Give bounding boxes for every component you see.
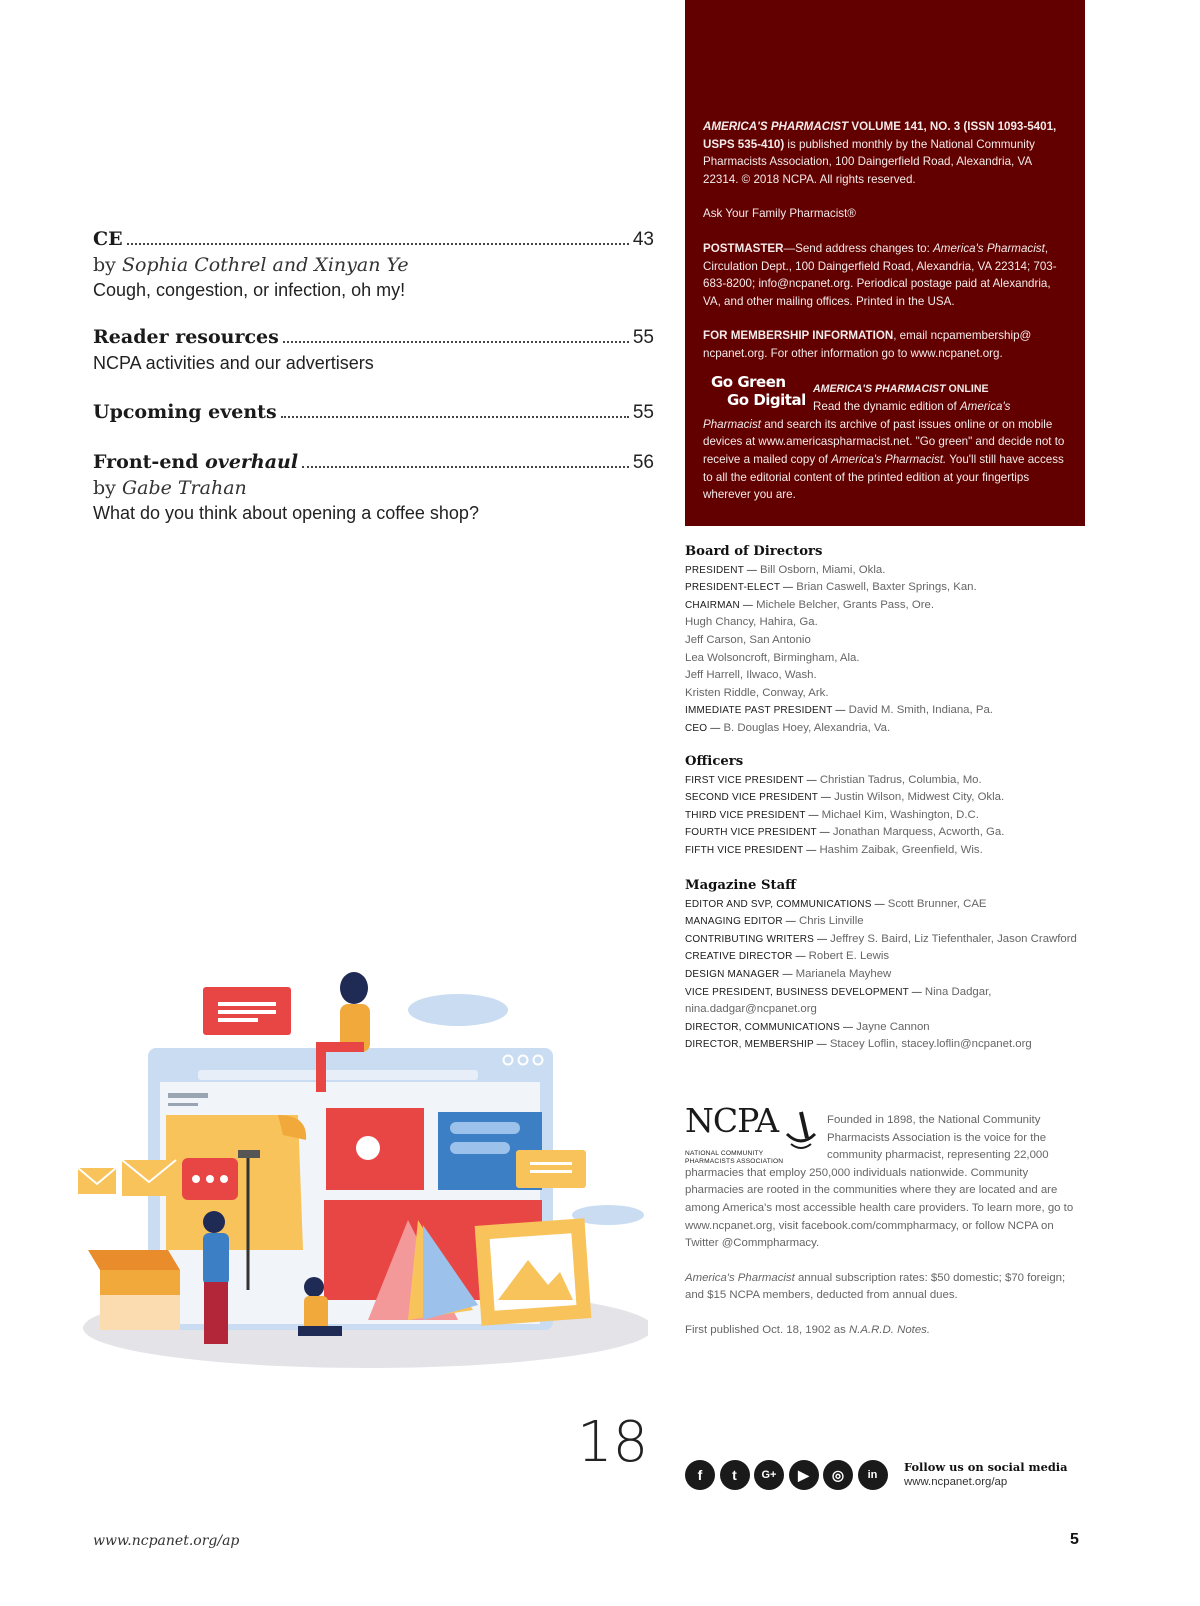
facebook-icon[interactable]: f	[685, 1460, 715, 1490]
toc-line[interactable]	[93, 228, 654, 251]
masthead-name: Christian Tadrus, Columbia, Mo.	[819, 773, 982, 786]
masthead-role: THIRD VICE PRESIDENT	[685, 809, 806, 821]
masthead-name: Michael Kim, Washington, D.C.	[821, 808, 979, 821]
toc-leader-dots	[302, 466, 629, 468]
masthead-row: CREATIVE DIRECTOR — Robert E. Lewis	[685, 950, 890, 963]
toc-author: by Gabe Trahan	[93, 477, 247, 499]
toc-leader-dots	[127, 243, 629, 245]
toc-line[interactable]	[93, 401, 654, 424]
masthead-row	[685, 632, 1085, 650]
masthead-name: Jeff Carson, San Antonio	[685, 633, 811, 646]
masthead-row: IMMEDIATE PAST PRESIDENT — David M. Smith, Indiana, Pa.	[685, 704, 993, 717]
masthead-name: Brian Caswell, Baxter Springs, Kan.	[796, 581, 977, 594]
toc-description: Cough, congestion, or infection, oh my!	[93, 280, 406, 300]
toc-author: by Sophia Cothrel and Xinyan Ye	[93, 254, 409, 276]
toc-leader-dots	[281, 416, 629, 418]
magazine-staff	[685, 877, 1085, 1054]
masthead-row	[685, 685, 1085, 703]
masthead-row: PRESIDENT — Bill Osborn, Miami, Okla.	[685, 563, 886, 576]
masthead-name: Jeffrey S. Baird, Liz Tiefenthaler, Jason Crawford	[830, 932, 1077, 945]
masthead-row: DIRECTOR, MEMBERSHIP — Stacey Loflin, stacey.loflin@ncpanet.org	[685, 1038, 1032, 1051]
youtube-icon[interactable]: ▶	[789, 1460, 819, 1490]
masthead-row: DIRECTOR, COMMUNICATIONS — Jayne Cannon	[685, 1020, 930, 1033]
masthead-name: Stacey Loflin, stacey.loflin@ncpanet.org	[829, 1038, 1032, 1051]
masthead-name: Marianela Mayhew	[795, 967, 892, 980]
masthead-row: VICE PRESIDENT, BUSINESS DEVELOPMENT — Nina Dadgar, nina.dadgar@ncpanet.org	[685, 985, 992, 1016]
masthead-name: Chris Linville	[799, 915, 864, 928]
masthead-name: Kristen Riddle, Conway, Ark.	[685, 686, 829, 699]
masthead-row	[685, 650, 1085, 668]
masthead-role: DESIGN MANAGER	[685, 968, 780, 980]
section-heading: Officers	[685, 754, 744, 769]
masthead-name: Jeff Harrell, Ilwaco, Wash.	[685, 669, 817, 682]
masthead-role: CHAIRMAN	[685, 599, 740, 611]
social-url[interactable]: www.ncpanet.org/ap	[904, 1476, 1008, 1488]
masthead-role: CREATIVE DIRECTOR	[685, 951, 793, 963]
masthead-role: PRESIDENT-ELECT	[685, 582, 781, 594]
twitter-icon[interactable]: t	[720, 1460, 750, 1490]
masthead-name: Scott Brunner, CAE	[887, 897, 987, 910]
ncpa-logo: NCPA NATIONAL COMMUNITY PHARMACISTS ASSOCIATION	[685, 1112, 823, 1164]
publication-info-box	[685, 0, 1085, 526]
masthead-row: FIFTH VICE PRESIDENT — Hashim Zaibak, Greenfield, Wis.	[685, 843, 983, 856]
publication-statement: AMERICA'S PHARMACIST VOLUME 141, NO. 3 (ISSN 1093-5401, USPS 535-410) is published monthly by the National Community Pharmacists Association, 100 Daingerfield Road, Alexandria, VA 22314. © 2018 NCPA. All rights reserved.	[703, 120, 1057, 186]
masthead-role: FIRST VICE PRESIDENT	[685, 774, 804, 786]
toc-entry-ce	[93, 228, 654, 301]
masthead-role: CONTRIBUTING WRITERS	[685, 933, 814, 945]
masthead-row: MANAGING EDITOR — Chris Linville	[685, 915, 864, 928]
toc-title: Front-end overhaul	[93, 451, 299, 473]
toc-line[interactable]	[93, 326, 654, 349]
masthead-role: FIFTH VICE PRESIDENT	[685, 844, 804, 856]
masthead-name: David M. Smith, Indiana, Pa.	[848, 704, 993, 717]
masthead-role: SECOND VICE PRESIDENT	[685, 792, 818, 804]
masthead-role: PRESIDENT	[685, 564, 744, 576]
masthead-row: PRESIDENT-ELECT — Brian Caswell, Baxter Springs, Kan.	[685, 581, 977, 594]
officers	[685, 753, 1085, 860]
masthead-name: Nina Dadgar, nina.dadgar@ncpanet.org	[685, 985, 992, 1016]
masthead-row: CONTRIBUTING WRITERS — Jeffrey S. Baird, Liz Tiefenthaler, Jason Crawford	[685, 932, 1077, 945]
go-green-go-digital-logo: Go Green Go Digital	[711, 372, 806, 409]
masthead-name: Robert E. Lewis	[808, 950, 890, 963]
toc-title: Upcoming events	[93, 401, 277, 423]
toc-entry-front-end-overhaul	[93, 451, 654, 524]
masthead-role: FOURTH VICE PRESIDENT	[685, 827, 817, 839]
toc-leader-dots	[283, 341, 629, 343]
page-number: 5	[1070, 1531, 1079, 1548]
ncpa-about	[685, 1101, 1085, 1357]
google-plus-icon[interactable]: G+	[754, 1460, 784, 1490]
masthead-row: FIRST VICE PRESIDENT — Christian Tadrus, Columbia, Mo.	[685, 773, 982, 786]
masthead-name: Hugh Chancy, Hahira, Ga.	[685, 616, 818, 629]
masthead-role: DIRECTOR, COMMUNICATIONS	[685, 1021, 840, 1033]
toc-title: Reader resources	[93, 326, 279, 348]
social-media-bar	[685, 1460, 1068, 1490]
toc-line[interactable]	[93, 451, 654, 474]
masthead-row: SECOND VICE PRESIDENT — Justin Wilson, Midwest City, Okla.	[685, 791, 1005, 804]
linkedin-icon[interactable]: in	[858, 1460, 888, 1490]
online-edition-info: Go Green Go Digital AMERICA'S PHARMACIST ONLINE Read the dynamic edition of America's Pharmacist and search its archive of past issues online or on mobile devices at www.americaspharmacist.net. "Go green" and decide not to receive a mailed copy of America's Pharmacist. You'll still have access to all the editorial content of the printed edition at your fingertips wherever you are.	[703, 372, 1065, 502]
masthead-role: MANAGING EDITOR	[685, 916, 783, 928]
postmaster-info: POSTMASTER—Send address changes to: America's Pharmacist, Circulation Dept., 100 Daingerfield Road, Alexandria, VA 22314; 703-683-8200; info@ncpanet.org. Periodical postage paid at Alexandria, VA, and other mailing offices. Printed in the USA.	[703, 241, 1057, 308]
masthead-role: IMMEDIATE PAST PRESIDENT	[685, 705, 833, 717]
toc-description: What do you think about opening a coffee shop?	[93, 503, 479, 523]
masthead-name: Hashim Zaibak, Greenfield, Wis.	[819, 843, 983, 856]
board-of-directors	[685, 543, 1085, 738]
toc-page-number: 56	[632, 452, 654, 473]
masthead-row: THIRD VICE PRESIDENT — Michael Kim, Washington, D.C.	[685, 808, 979, 821]
masthead-role: VICE PRESIDENT, BUSINESS DEVELOPMENT	[685, 986, 909, 998]
social-label: Follow us on social media	[904, 1460, 1068, 1474]
toc-page-number: 55	[632, 327, 654, 348]
toc-entry-upcoming-events	[93, 401, 654, 424]
subscription-rates: America's Pharmacist annual subscription rates: $50 domestic; $70 foreign; and $15 NCPA members, deducted from annual dues.	[685, 1271, 1066, 1302]
toc-entry-reader-resources	[93, 326, 654, 374]
masthead-name: Jonathan Marquess, Acworth, Ga.	[832, 826, 1005, 839]
masthead-role: EDITOR AND SVP, COMMUNICATIONS	[685, 898, 872, 910]
masthead-name: Lea Wolsoncroft, Birmingham, Ala.	[685, 651, 860, 664]
masthead-row: EDITOR AND SVP, COMMUNICATIONS — Scott Brunner, CAE	[685, 897, 987, 910]
ncpa-description: Founded in 1898, the National Community Pharmacists Association is the voice for the community pharmacist, representing 22,000 pharmacies that employ 250,000 individuals nationwide. Community pharmacies are rooted in the communities where they are located and are among America's most accessible health care providers. To learn more, go to www.ncpanet.org, visit facebook.com/commpharmacy, or follow NCPA on Twitter @Commpharmacy.	[685, 1114, 1074, 1250]
masthead-name: B. Douglas Hoey, Alexandria, Va.	[723, 721, 891, 734]
toc-description: NCPA activities and our advertisers	[93, 353, 374, 373]
masthead-row	[685, 667, 1085, 685]
masthead-row: DESIGN MANAGER — Marianela Mayhew	[685, 967, 892, 980]
masthead-role: CEO	[685, 722, 708, 734]
masthead-row: FOURTH VICE PRESIDENT — Jonathan Marquess, Acworth, Ga.	[685, 826, 1005, 839]
masthead-name: Michele Belcher, Grants Pass, Ore.	[756, 598, 934, 611]
membership-info: FOR MEMBERSHIP INFORMATION, email ncpamembership@ ncpanet.org. For other information go to www.ncpanet.org.	[703, 329, 1032, 360]
masthead-row: CEO — B. Douglas Hoey, Alexandria, Va.	[685, 721, 891, 734]
section-heading: Board of Directors	[685, 544, 823, 559]
instagram-icon[interactable]: ◎	[823, 1460, 853, 1490]
masthead-row	[685, 614, 1085, 632]
first-published: First published Oct. 18, 1902 as N.A.R.D. Notes.	[685, 1323, 931, 1336]
section-heading: Magazine Staff	[685, 878, 796, 893]
web-design-illustration	[78, 950, 648, 1410]
toc-title: CE	[93, 228, 123, 250]
masthead-role: DIRECTOR, MEMBERSHIP	[685, 1039, 814, 1051]
toc-page-number: 55	[632, 402, 654, 423]
footer-url[interactable]: www.ncpanet.org/ap	[93, 1533, 240, 1549]
tagline: Ask Your Family Pharmacist®	[703, 207, 856, 221]
masthead-name: Justin Wilson, Midwest City, Okla.	[834, 791, 1005, 804]
toc-page-number: 43	[632, 229, 654, 250]
masthead-row: CHAIRMAN — Michele Belcher, Grants Pass, Ore.	[685, 598, 934, 611]
masthead-name: Bill Osborn, Miami, Okla.	[760, 563, 886, 576]
masthead-name: Jayne Cannon	[856, 1020, 930, 1033]
illustration-page-number: 18	[577, 1410, 649, 1475]
